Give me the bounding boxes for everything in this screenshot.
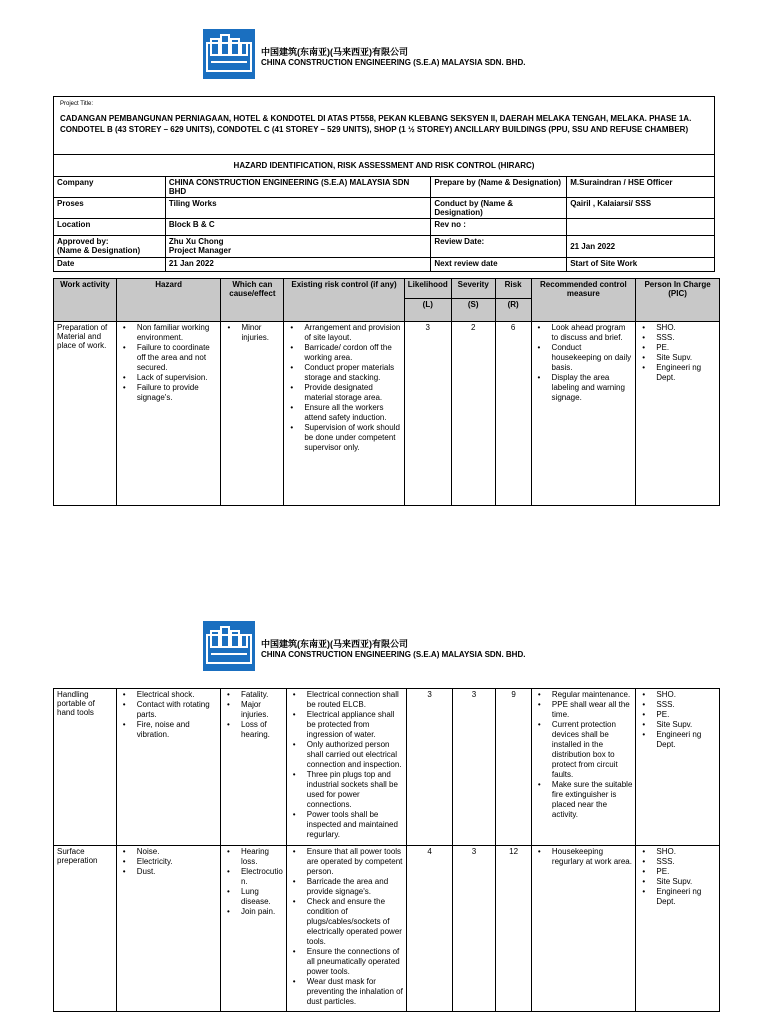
- recommended-item: • Display the area labeling and warning signage.: [535, 373, 633, 403]
- approved-name: Zhu Xu Chong: [168, 237, 224, 246]
- pic-item: • SHO.: [639, 323, 716, 333]
- hazard-item: • Electrical shock.: [120, 690, 217, 700]
- pic-item: • SSS.: [639, 857, 716, 867]
- control-item: • Provide designated material storage area.: [287, 383, 400, 403]
- hazard-item: • Noise.: [120, 847, 217, 857]
- recommended-item: • Current protection devices shall be installed in the distribution box to protect from circuit faults.: [535, 720, 633, 780]
- hazard-item: • Failure to coordinate off the area and not secured.: [120, 343, 218, 373]
- pic-item: • Site Supv.: [639, 877, 716, 887]
- col-recommended: Recommended control measure: [531, 279, 636, 322]
- control-item: • Ensure all the workers attend safety induction.: [287, 403, 400, 423]
- pic-item: • PE.: [639, 867, 716, 877]
- control-item: • Check and ensure the condition of plugs/cables/sockets of electrically operated power tools.: [290, 897, 404, 947]
- pic-item: • Engineeri ng Dept.: [639, 887, 716, 907]
- approved-title: Project Manager: [168, 246, 232, 255]
- recommended-item: • Look ahead program to discuss and brief.: [535, 323, 633, 343]
- location-value: Block B & C: [165, 219, 431, 236]
- pic-item: • Engineeri ng Dept.: [639, 730, 716, 750]
- col-pic: Person In Charge (PIC): [636, 279, 720, 322]
- company-value: CHINA CONSTRUCTION ENGINEERING (S.E.A) MALAYSIA SDN BHD: [165, 177, 431, 198]
- conduct-label: Conduct by (Name & Designation): [431, 198, 567, 219]
- review-value: 21 Jan 2022: [567, 236, 715, 258]
- work-activity: Preparation of Material and place of work.: [54, 322, 117, 506]
- pic-item: • Site Supv.: [639, 720, 716, 730]
- control-item: • Only authorized person shall carried out electrical connection and inspection.: [290, 740, 404, 770]
- company-name-en: CHINA CONSTRUCTION ENGINEERING (S.E.A) MALAYSIA SDN. BHD.: [261, 57, 526, 67]
- hazard-item: • Failure to provide signage's.: [120, 383, 218, 403]
- control-item: • Barricade/ cordon off the working area.: [287, 343, 400, 363]
- col-control: Existing risk control (if any): [284, 279, 404, 322]
- likelihood-value: 3: [407, 689, 452, 846]
- recommended-item: • PPE shall wear all the time.: [535, 700, 633, 720]
- hazard-item: • Electricity.: [120, 857, 217, 867]
- effect-item: • Join pain.: [224, 907, 283, 917]
- effect-item: • Major injuries.: [224, 700, 283, 720]
- process-label: Proses: [54, 198, 166, 219]
- pic-item: • SHO.: [639, 847, 716, 857]
- prepare-label: Prepare by (Name & Designation): [431, 177, 567, 198]
- hazard-item: • Non familiar working environment.: [120, 323, 218, 343]
- control-item: • Supervision of work should be done under competent supervisor only.: [287, 423, 400, 453]
- hazard-table: [53, 278, 720, 506]
- pic-item: • SHO.: [639, 690, 716, 700]
- review-label: Review Date:: [431, 236, 567, 258]
- risk-value: 6: [495, 322, 531, 506]
- location-label: Location: [54, 219, 166, 236]
- company-name-en: CHINA CONSTRUCTION ENGINEERING (S.E.A) MALAYSIA SDN. BHD.: [261, 649, 526, 659]
- col-work-activity: Work activity: [54, 279, 117, 322]
- control-item: • Electrical connection shall be routed ELCB.: [290, 690, 404, 710]
- work-activity: Handling portable of hand tools: [54, 689, 117, 846]
- conduct-value: Qairil , Kalaiarsi/ SSS: [567, 198, 715, 219]
- likelihood-value: 4: [407, 846, 452, 1012]
- control-item: • Conduct proper materials storage and stacking.: [287, 363, 400, 383]
- col-risk-sub: (R): [495, 299, 531, 322]
- hazard-item: • Fire, noise and vibration.: [120, 720, 217, 740]
- pic-item: • PE.: [639, 710, 716, 720]
- prepare-value: M.Suraindran / HSE Officer: [567, 177, 715, 198]
- col-effect: Which can cause/effect: [221, 279, 284, 322]
- company-name-cn: 中国建筑(东南亚)(马来西亚)有限公司: [261, 638, 408, 649]
- company-label: Company: [54, 177, 166, 198]
- table-row: [54, 846, 720, 1012]
- project-info-table: [53, 96, 715, 272]
- control-item: • Electrical appliance shall be protected from ingression of water.: [290, 710, 404, 740]
- pic-item: • Site Supv.: [639, 353, 716, 363]
- col-hazard: Hazard: [116, 279, 221, 322]
- hazard-item: • Dust.: [120, 867, 217, 877]
- hazard-table-continued: [53, 688, 720, 1012]
- process-value: Tiling Works: [165, 198, 431, 219]
- pic-item: • Engineeri ng Dept.: [639, 363, 716, 383]
- table-row: [54, 322, 720, 506]
- effect-item: • Electrocutio n.: [224, 867, 283, 887]
- recommended-item: • Conduct housekeeping on daily basis.: [535, 343, 633, 373]
- effect-item: • Minor injuries.: [224, 323, 280, 343]
- cscec-logo: [203, 621, 255, 671]
- date-value: 21 Jan 2022: [165, 258, 431, 272]
- rev-value: [567, 219, 715, 236]
- control-item: • Power tools shall be inspected and maintained regurlary.: [290, 810, 404, 840]
- company-name-cn: 中国建筑(东南亚)(马来西亚)有限公司: [261, 46, 408, 57]
- control-item: • Ensure the connections of all pneumatically operated power tools.: [290, 947, 404, 977]
- severity-value: 3: [452, 846, 495, 1012]
- control-item: • Three pin plugs top and industrial sockets shall be used for power connections.: [290, 770, 404, 810]
- approved-label: Approved by:: [57, 237, 109, 246]
- project-title-label: Project Title:: [60, 101, 94, 107]
- form-title: HAZARD IDENTIFICATION, RISK ASSESSMENT AND RISK CONTROL (HIRARC): [54, 155, 715, 177]
- hazard-item: • Contact with rotating parts.: [120, 700, 217, 720]
- company-header-page-2: [203, 620, 525, 672]
- date-label: Date: [54, 258, 166, 272]
- control-item: • Ensure that all power tools are operated by competent person.: [290, 847, 404, 877]
- cscec-logo: [203, 29, 255, 79]
- col-severity-sub: (S): [451, 299, 495, 322]
- control-item: • Arrangement and provision of site layout.: [287, 323, 400, 343]
- rev-label: Rev no :: [431, 219, 567, 236]
- control-item: • Barricade the area and provide signage's.: [290, 877, 404, 897]
- hazard-item: • Lack of supervision.: [120, 373, 218, 383]
- risk-value: 12: [496, 846, 532, 1012]
- likelihood-value: 3: [404, 322, 451, 506]
- table-row: [54, 689, 720, 846]
- pic-item: • PE.: [639, 343, 716, 353]
- control-item: • Wear dust mask for preventing the inhalation of dust particles.: [290, 977, 404, 1007]
- recommended-item: • Housekeeping regurlary at work area.: [535, 847, 633, 867]
- severity-value: 3: [452, 689, 495, 846]
- pic-item: • SSS.: [639, 700, 716, 710]
- recommended-item: • Make sure the suitable fire extinguisher is placed near the activity.: [535, 780, 633, 820]
- company-header: [203, 28, 525, 80]
- project-title: CADANGAN PEMBANGUNAN PERNIAGAAN, HOTEL & KONDOTEL DI ATAS PT558, PEKAN KLEBANG SEKSYEN II, DAERAH MELAKA TENGAH, MELAKA. PHASE 1A. CONDOTEL B (43 STOREY – 629 UNITS), CONDOTEL C (41 STOREY – 529 UNITS), SHOP (1 ½ STOREY) ANCILLARY BUILDINGS (PPU, SSU AND REFUSE CHAMBER): [60, 114, 692, 134]
- effect-item: • Fatality.: [224, 690, 283, 700]
- approved-sub-label: (Name & Designation): [57, 246, 141, 255]
- risk-value: 9: [496, 689, 532, 846]
- col-likelihood: Likelihood: [404, 279, 451, 299]
- work-activity: Surface preperation: [54, 846, 117, 1012]
- effect-item: • Hearing loss.: [224, 847, 283, 867]
- col-risk: Risk: [495, 279, 531, 299]
- effect-item: • Lung disease.: [224, 887, 283, 907]
- severity-value: 2: [451, 322, 495, 506]
- pic-item: • SSS.: [639, 333, 716, 343]
- recommended-item: • Regular maintenance.: [535, 690, 633, 700]
- next-review-value: Start of Site Work: [567, 258, 715, 272]
- col-likelihood-sub: (L): [404, 299, 451, 322]
- effect-item: • Loss of hearing.: [224, 720, 283, 740]
- next-review-label: Next review date: [431, 258, 567, 272]
- col-severity: Severity: [451, 279, 495, 299]
